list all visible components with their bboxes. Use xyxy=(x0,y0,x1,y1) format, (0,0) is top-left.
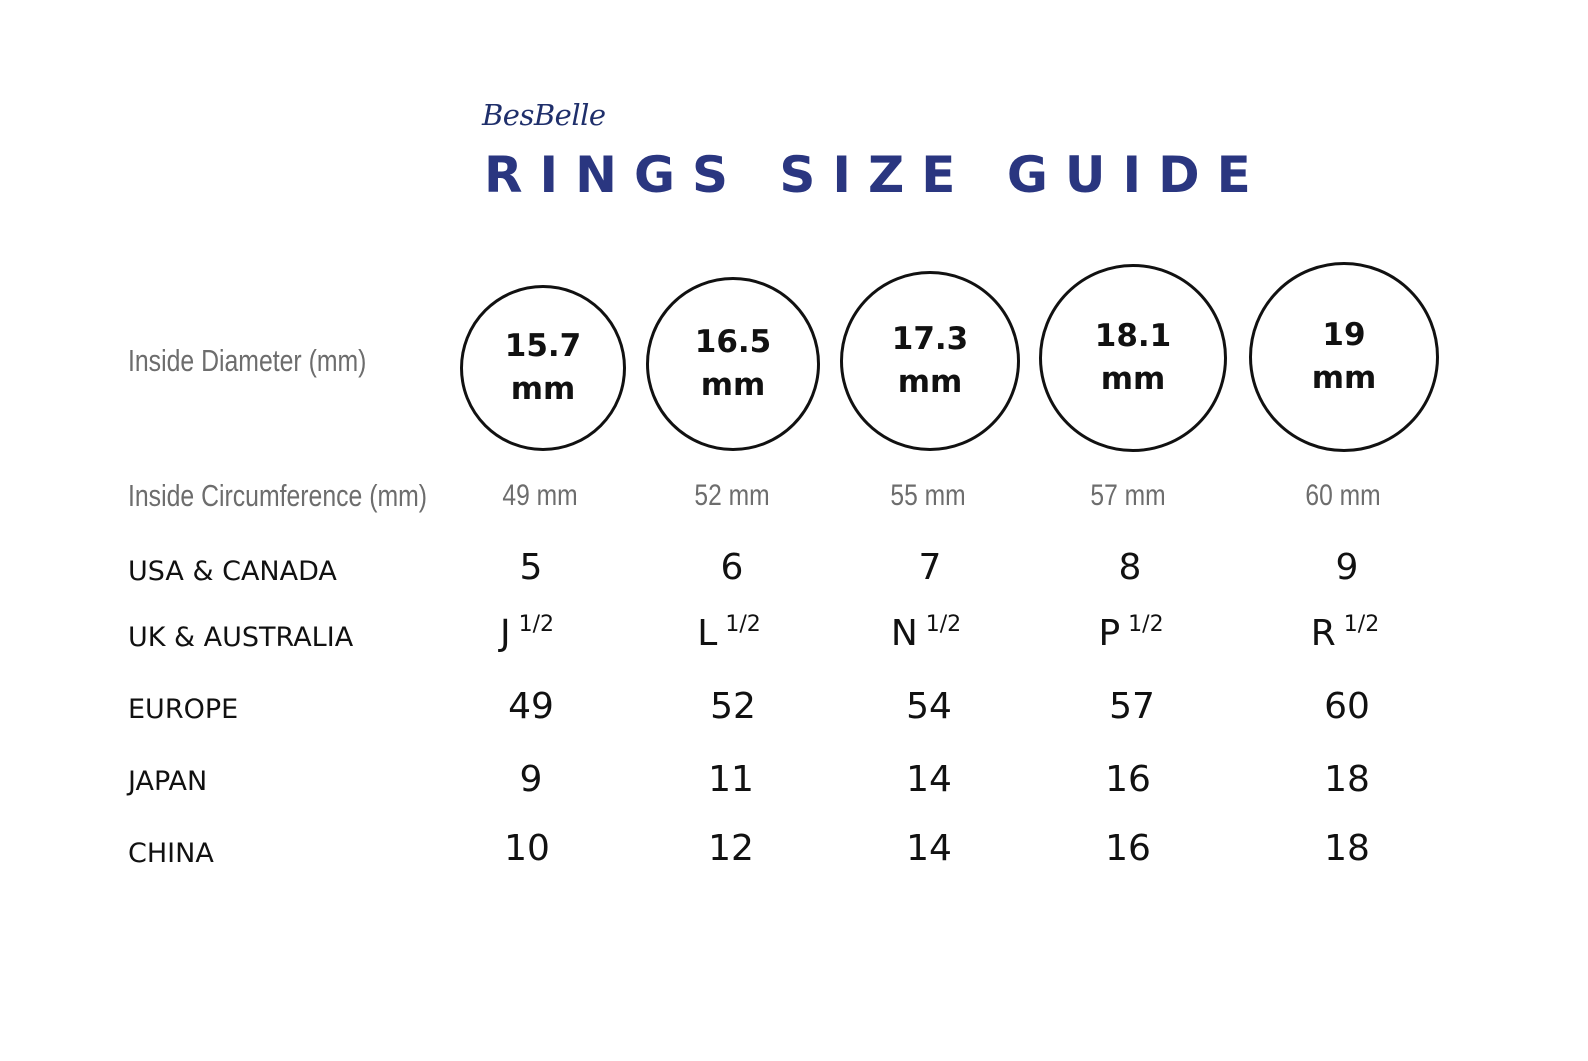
diameter-value xyxy=(505,325,582,411)
row-label-inside-circumference: Inside Circumference (mm) xyxy=(128,478,428,513)
uk-size-fraction: 1/2 xyxy=(518,612,555,637)
europe-size-cell: 54 xyxy=(906,686,952,727)
usa-size-cell: 5 xyxy=(519,547,543,588)
diameter-unit: mm xyxy=(897,364,963,400)
row-label-usa-canada: USA & CANADA xyxy=(128,556,337,587)
uk-size-cell xyxy=(649,612,809,654)
diameter-circle xyxy=(840,271,1020,451)
japan-size-cell: 16 xyxy=(1105,759,1151,800)
circumference-value: 55 mm xyxy=(890,479,966,512)
china-size-cell: 18 xyxy=(1324,828,1370,869)
circumference-value: 60 mm xyxy=(1305,479,1381,512)
usa-size-cell: 8 xyxy=(1118,547,1142,588)
china-size-cell: 14 xyxy=(906,828,952,869)
circumference-value: 49 mm xyxy=(502,479,578,512)
row-label-inside-diameter: Inside Diameter (mm) xyxy=(128,343,367,378)
diameter-unit: mm xyxy=(1100,361,1166,397)
diameter-unit: mm xyxy=(1311,360,1377,396)
diameter-number: 19 xyxy=(1322,317,1366,353)
diameter-value xyxy=(1095,315,1172,401)
diameter-circle xyxy=(1039,264,1227,452)
uk-size-cell xyxy=(846,612,1006,654)
uk-size-letter: J xyxy=(499,613,511,654)
diameter-number: 17.3 xyxy=(891,321,969,357)
japan-size-cell: 11 xyxy=(708,759,754,800)
uk-size-letter: N xyxy=(890,613,918,654)
europe-size-cell: 52 xyxy=(710,686,756,727)
uk-size-cell xyxy=(1265,612,1425,654)
diameter-circle xyxy=(1249,262,1439,452)
diameter-value xyxy=(892,318,969,404)
uk-size-fraction: 1/2 xyxy=(925,612,962,637)
europe-size-cell: 57 xyxy=(1109,686,1155,727)
diameter-value xyxy=(1312,314,1377,400)
row-label-europe: EUROPE xyxy=(128,694,239,725)
uk-size-cell xyxy=(1051,612,1211,654)
uk-size-cell xyxy=(447,612,607,654)
china-size-cell: 10 xyxy=(504,828,550,869)
row-label-uk-australia: UK & AUSTRALIA xyxy=(128,622,354,653)
diameter-unit: mm xyxy=(510,371,576,407)
diameter-value xyxy=(695,321,772,407)
page-title: RINGS SIZE GUIDE xyxy=(484,146,1268,204)
japan-size-cell: 14 xyxy=(906,759,952,800)
uk-size-fraction: 1/2 xyxy=(1128,612,1164,637)
japan-size-cell: 9 xyxy=(519,759,543,800)
europe-size-cell: 60 xyxy=(1324,686,1370,727)
diameter-circle xyxy=(646,277,820,451)
usa-size-cell: 7 xyxy=(918,547,942,588)
uk-size-fraction: 1/2 xyxy=(1343,612,1380,637)
japan-size-cell: 18 xyxy=(1324,759,1370,800)
brand-logo: BesBelle xyxy=(482,98,606,132)
china-size-cell: 16 xyxy=(1105,828,1151,869)
circumference-value: 52 mm xyxy=(694,479,770,512)
row-label-japan: JAPAN xyxy=(128,766,208,797)
europe-size-cell: 49 xyxy=(508,686,554,727)
diameter-number: 16.5 xyxy=(694,324,772,360)
uk-size-letter: R xyxy=(1310,613,1336,654)
diameter-circle xyxy=(460,285,626,451)
uk-size-letter: L xyxy=(697,613,718,654)
uk-size-fraction: 1/2 xyxy=(725,612,761,637)
diameter-unit: mm xyxy=(700,367,766,403)
china-size-cell: 12 xyxy=(708,828,754,869)
usa-size-cell: 6 xyxy=(720,547,744,588)
circumference-value: 57 mm xyxy=(1090,479,1166,512)
usa-size-cell: 9 xyxy=(1335,547,1359,588)
diameter-number: 15.7 xyxy=(504,328,582,364)
diameter-number: 18.1 xyxy=(1094,318,1172,354)
uk-size-letter: P xyxy=(1098,613,1121,654)
row-label-china: CHINA xyxy=(128,838,214,869)
